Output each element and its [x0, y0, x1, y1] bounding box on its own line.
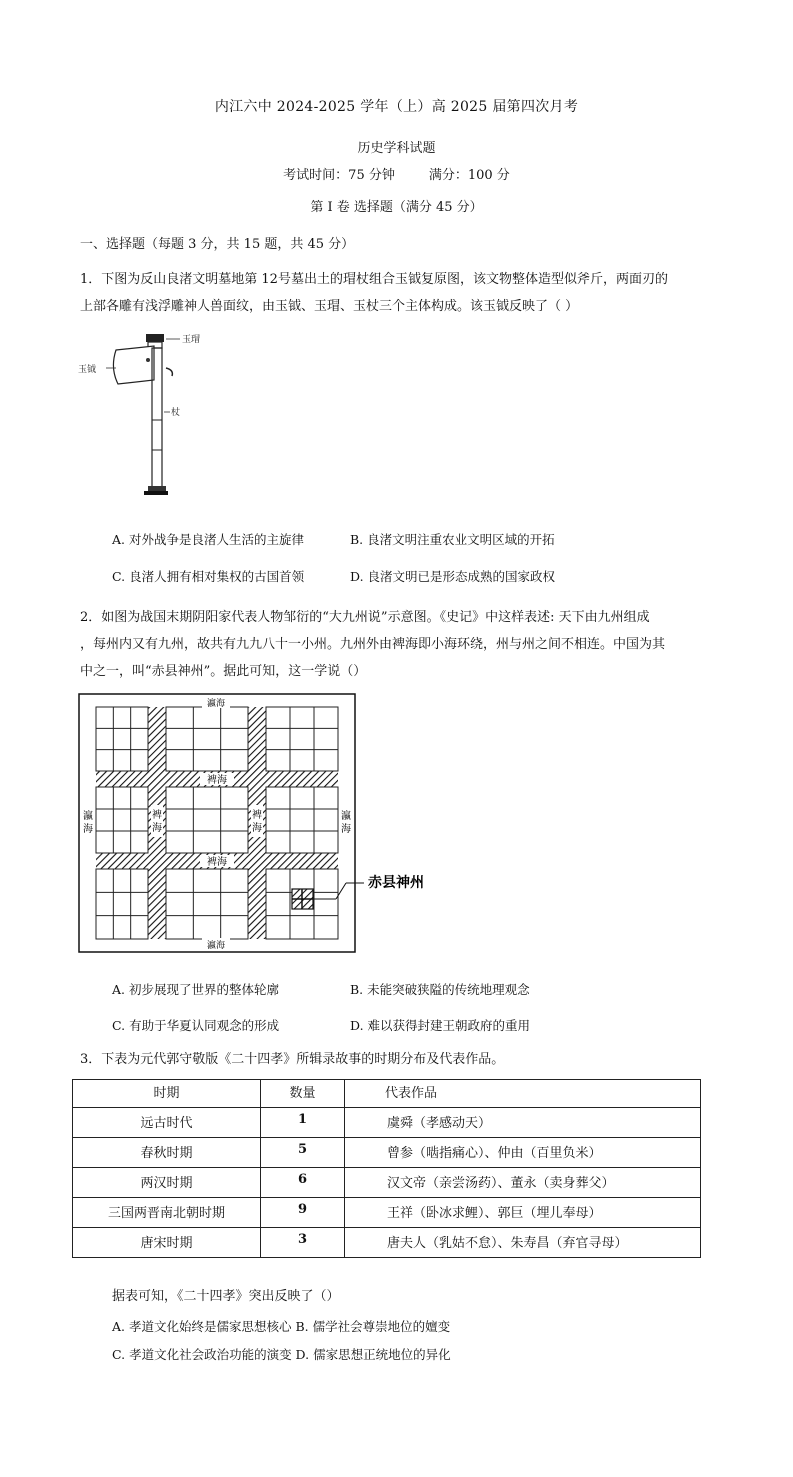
label-zhang: 杖 — [171, 408, 181, 418]
jade-axe-blade — [113, 346, 154, 384]
q1-option-d[interactable]: D. 良渚文明已是形态成熟的国家政权 — [350, 569, 556, 584]
q2-option-c[interactable]: C. 有助于华夏认同观念的形成 — [112, 1018, 280, 1033]
section-title: 第 I 卷 选择题（满分 45 分） — [310, 200, 483, 215]
table-row — [73, 1138, 701, 1168]
exam-title: 内江六中 2024-2025 学年（上）高 2025 届第四次月考 — [214, 99, 579, 115]
table-header-works: 代表作品 — [345, 1080, 701, 1108]
region-block — [166, 787, 248, 853]
table-cell: 远古时代 — [73, 1108, 261, 1138]
label-yumao: 玉瑁 — [182, 335, 201, 345]
label-outer-sea-bottom: 瀛海 — [206, 941, 226, 951]
table-row — [73, 1108, 701, 1138]
label-inner-sea-top: 裨海 — [207, 775, 227, 786]
q3-options-cd[interactable]: C. 孝道文化社会政治功能的演变 D. 儒家思想正统地位的异化 — [112, 1347, 451, 1362]
q2-option-d[interactable]: D. 难以获得封建王朝政府的重用 — [350, 1018, 531, 1033]
table-row — [73, 1168, 701, 1198]
q3-question: 据表可知，《二十四孝》突出反映了（） — [112, 1289, 340, 1304]
region-block — [96, 869, 148, 939]
jade-mao-top — [146, 334, 164, 342]
jade-axe-figure — [76, 328, 216, 503]
label-outer-sea-right: 瀛海 — [341, 811, 351, 835]
region-block — [166, 869, 248, 939]
table-cell: 唐宋时期 — [73, 1228, 261, 1258]
label-inner-sea-right: 裨海 — [252, 810, 262, 834]
exam-time: 考试时间：75 分钟 — [283, 168, 395, 183]
q2-option-a[interactable]: A. 初步展现了世界的整体轮廓 — [112, 982, 279, 997]
q1-stem-line1: 1．下图为反山良渚文明墓地第 12号墓出土的瑁杖组合玉钺复原图，该文物整体造型似斧斤，两面刃的 — [80, 272, 668, 287]
exam-score: 满分：100 分 — [428, 168, 510, 183]
table-header-count: 数量 — [261, 1080, 345, 1108]
table-header-period: 时期 — [73, 1080, 261, 1108]
label-outer-sea-top: 瀛海 — [206, 699, 226, 709]
label-outer-sea-left: 瀛海 — [83, 811, 93, 835]
table-cell: 汉文帝（亲尝汤药）、董永（卖身葬父） — [345, 1168, 701, 1198]
table-cell: 两汉时期 — [73, 1168, 261, 1198]
nine-regions-map — [78, 693, 458, 955]
q2-stem-line3: 中之一，叫“赤县神州”。据此可知，这一学说（） — [80, 664, 367, 679]
region-block — [266, 787, 338, 853]
table-row — [73, 1198, 701, 1228]
subject-title: 历史学科试题 — [357, 141, 436, 156]
table-row — [73, 1228, 701, 1258]
region-block — [96, 707, 148, 771]
q2-stem-line1: 2．如图为战国末期阴阳家代表人物邹衍的“大九州说”示意图。《史记》中这样表述: 天下由九州组成 — [80, 610, 650, 625]
part-intro: 一、选择题（每题 3 分，共 15 题，共 45 分） — [80, 237, 355, 252]
table-cell: 3 — [261, 1228, 345, 1258]
stories-table — [72, 1079, 701, 1258]
table-cell: 1 — [261, 1108, 345, 1138]
label-yuyue: 玉钺 — [78, 365, 97, 375]
q1-stem-line2: 上部各雕有浅浮雕神人兽面纹，由玉钺、玉瑁、玉杖三个主体构成。该玉钺反映了（ ） — [80, 299, 579, 314]
table-cell: 5 — [261, 1138, 345, 1168]
table-header-row — [73, 1080, 701, 1108]
table-cell: 虞舜（孝感动天） — [345, 1108, 701, 1138]
q1-option-a[interactable]: A. 对外战争是良渚人生活的主旋律 — [112, 532, 304, 547]
table-cell: 9 — [261, 1198, 345, 1228]
q3-options-ab[interactable]: A. 孝道文化始终是儒家思想核心 B. 儒学社会尊崇地位的嬗变 — [112, 1319, 451, 1334]
label-inner-sea-bottom: 裨海 — [207, 857, 227, 868]
table-cell: 曾参（啮指痛心）、仲由（百里负米） — [345, 1138, 701, 1168]
q2-stem-line2: ，每州内又有九州，故共有九九八十一小州。九州外由裨海即小海环绕，州与州之间不相连。中国为其 — [80, 637, 666, 652]
exam-info — [0, 164, 793, 183]
region-block — [166, 707, 248, 771]
label-chixian-shenzhou: 赤县神州 — [368, 875, 424, 891]
region-block — [96, 787, 148, 853]
table-cell: 唐夫人（乳姑不怠）、朱寿昌（弃官寻母） — [345, 1228, 701, 1258]
table-cell: 三国两晋南北朝时期 — [73, 1198, 261, 1228]
region-block — [266, 707, 338, 771]
table-cell: 春秋时期 — [73, 1138, 261, 1168]
q1-option-b[interactable]: B. 良渚文明注重农业文明区域的开拓 — [350, 532, 555, 547]
q1-option-c[interactable]: C. 良渚人拥有相对集权的古国首领 — [112, 569, 305, 584]
label-inner-sea-left: 裨海 — [152, 810, 162, 834]
table-cell: 6 — [261, 1168, 345, 1198]
q3-stem: 3．下表为元代郭守敬版《二十四孝》所辑录故事的时期分布及代表作品。 — [80, 1052, 505, 1067]
q2-option-b[interactable]: B. 未能突破狭隘的传统地理观念 — [350, 982, 530, 997]
table-cell: 王祥（卧冰求鲤）、郭巨（埋儿奉母） — [345, 1198, 701, 1228]
